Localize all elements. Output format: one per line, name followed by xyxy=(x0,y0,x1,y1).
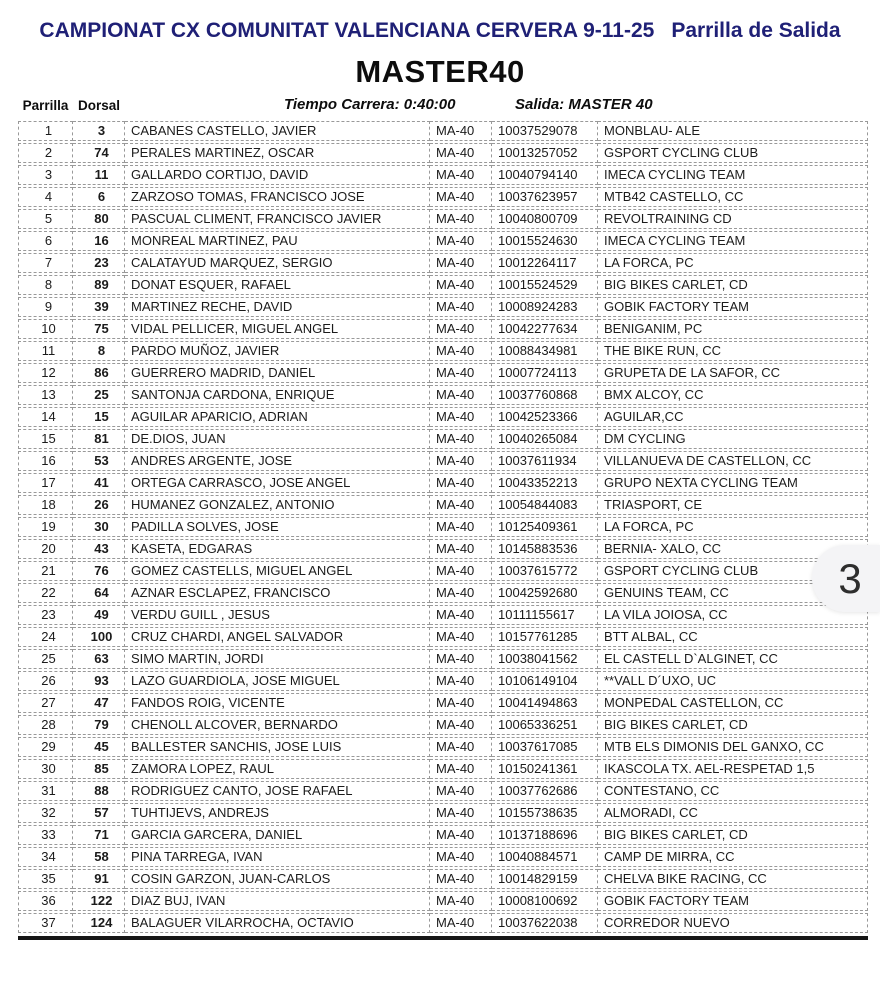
cell-dorsal: 86 xyxy=(73,363,125,383)
cell-category: MA-40 xyxy=(430,121,492,141)
cell-category: MA-40 xyxy=(430,363,492,383)
cell-parrilla: 37 xyxy=(18,913,73,933)
page-number-badge[interactable] xyxy=(812,545,880,612)
cell-parrilla: 24 xyxy=(18,627,73,647)
cell-parrilla: 6 xyxy=(18,231,73,251)
cell-dorsal: 6 xyxy=(73,187,125,207)
cell-name: DE.DIOS, JUAN xyxy=(125,429,430,449)
race-time-label: Tiempo Carrera: 0:40:00 xyxy=(284,96,456,113)
table-row xyxy=(18,121,868,141)
cell-parrilla: 5 xyxy=(18,209,73,229)
cell-parrilla: 15 xyxy=(18,429,73,449)
cell-license: 10155738635 xyxy=(492,803,598,823)
document-title xyxy=(0,0,880,43)
cell-license: 10037615772 xyxy=(492,561,598,581)
table-row xyxy=(18,231,868,251)
cell-license: 10088434981 xyxy=(492,341,598,361)
table-row xyxy=(18,253,868,273)
cell-dorsal: 124 xyxy=(73,913,125,933)
cell-parrilla: 35 xyxy=(18,869,73,889)
cell-name: GARCIA GARCERA, DANIEL xyxy=(125,825,430,845)
cell-name: PINA TARREGA, IVAN xyxy=(125,847,430,867)
cell-category: MA-40 xyxy=(430,539,492,559)
cell-name: MARTINEZ RECHE, DAVID xyxy=(125,297,430,317)
cell-license: 10037762686 xyxy=(492,781,598,801)
table-row xyxy=(18,649,868,669)
cell-name: CALATAYUD MARQUEZ, SERGIO xyxy=(125,253,430,273)
cell-category: MA-40 xyxy=(430,825,492,845)
table-row xyxy=(18,517,868,537)
cell-team: BIG BIKES CARLET, CD xyxy=(598,715,868,735)
cell-license: 10042277634 xyxy=(492,319,598,339)
cell-name: VIDAL PELLICER, MIGUEL ANGEL xyxy=(125,319,430,339)
cell-license: 10040800709 xyxy=(492,209,598,229)
cell-parrilla: 36 xyxy=(18,891,73,911)
category-title: MASTER40 xyxy=(355,54,525,89)
cell-license: 10040794140 xyxy=(492,165,598,185)
cell-dorsal: 49 xyxy=(73,605,125,625)
cell-team: MTB42 CASTELLO, CC xyxy=(598,187,868,207)
cell-name: BALLESTER SANCHIS, JOSE LUIS xyxy=(125,737,430,757)
cell-parrilla: 28 xyxy=(18,715,73,735)
table-row xyxy=(18,429,868,449)
cell-license: 10015524529 xyxy=(492,275,598,295)
table-row xyxy=(18,473,868,493)
cell-team: IKASCOLA TX. AEL-RESPETAD 1,5 xyxy=(598,759,868,779)
cell-license: 10137188696 xyxy=(492,825,598,845)
table-row xyxy=(18,385,868,405)
cell-category: MA-40 xyxy=(430,561,492,581)
cell-name: DONAT ESQUER, RAFAEL xyxy=(125,275,430,295)
table-row xyxy=(18,605,868,625)
cell-dorsal: 8 xyxy=(73,341,125,361)
cell-license: 10043352213 xyxy=(492,473,598,493)
cell-license: 10042523366 xyxy=(492,407,598,427)
cell-category: MA-40 xyxy=(430,341,492,361)
cell-category: MA-40 xyxy=(430,275,492,295)
table-row xyxy=(18,737,868,757)
cell-category: MA-40 xyxy=(430,737,492,757)
cell-team: GENUINS TEAM, CC xyxy=(598,583,868,603)
cell-parrilla: 8 xyxy=(18,275,73,295)
cell-team: TRIASPORT, CE xyxy=(598,495,868,515)
cell-dorsal: 80 xyxy=(73,209,125,229)
cell-license: 10106149104 xyxy=(492,671,598,691)
table-row xyxy=(18,869,868,889)
cell-license: 10157761285 xyxy=(492,627,598,647)
cell-dorsal: 71 xyxy=(73,825,125,845)
cell-license: 10145883536 xyxy=(492,539,598,559)
cell-license: 10042592680 xyxy=(492,583,598,603)
cell-team: GSPORT CYCLING CLUB xyxy=(598,143,868,163)
cell-license: 10008924283 xyxy=(492,297,598,317)
start-grid-table xyxy=(18,119,868,935)
cell-name: SANTONJA CARDONA, ENRIQUE xyxy=(125,385,430,405)
cell-category: MA-40 xyxy=(430,495,492,515)
cell-dorsal: 64 xyxy=(73,583,125,603)
cell-name: ANDRES ARGENTE, JOSE xyxy=(125,451,430,471)
cell-category: MA-40 xyxy=(430,473,492,493)
table-row xyxy=(18,363,868,383)
cell-category: MA-40 xyxy=(430,781,492,801)
cell-dorsal: 53 xyxy=(73,451,125,471)
cell-team: GOBIK FACTORY TEAM xyxy=(598,297,868,317)
cell-dorsal: 3 xyxy=(73,121,125,141)
cell-name: VERDU GUILL , JESUS xyxy=(125,605,430,625)
cell-category: MA-40 xyxy=(430,187,492,207)
cell-category: MA-40 xyxy=(430,605,492,625)
cell-dorsal: 39 xyxy=(73,297,125,317)
cell-name: GALLARDO CORTIJO, DAVID xyxy=(125,165,430,185)
cell-team: GRUPO NEXTA CYCLING TEAM xyxy=(598,473,868,493)
cell-license: 10037617085 xyxy=(492,737,598,757)
cell-dorsal: 89 xyxy=(73,275,125,295)
cell-license: 10037611934 xyxy=(492,451,598,471)
table-row xyxy=(18,275,868,295)
table-row xyxy=(18,671,868,691)
cell-parrilla: 9 xyxy=(18,297,73,317)
cell-dorsal: 74 xyxy=(73,143,125,163)
cell-parrilla: 13 xyxy=(18,385,73,405)
cell-name: PERALES MARTINEZ, OSCAR xyxy=(125,143,430,163)
cell-category: MA-40 xyxy=(430,517,492,537)
cell-team: LA FORCA, PC xyxy=(598,517,868,537)
table-row xyxy=(18,539,868,559)
cell-team: BIG BIKES CARLET, CD xyxy=(598,825,868,845)
cell-parrilla: 3 xyxy=(18,165,73,185)
cell-parrilla: 31 xyxy=(18,781,73,801)
cell-parrilla: 14 xyxy=(18,407,73,427)
column-header-parrilla: Parrilla xyxy=(22,98,69,113)
cell-team: DM CYCLING xyxy=(598,429,868,449)
cell-dorsal: 81 xyxy=(73,429,125,449)
cell-parrilla: 2 xyxy=(18,143,73,163)
cell-team: IMECA CYCLING TEAM xyxy=(598,231,868,251)
cell-dorsal: 41 xyxy=(73,473,125,493)
table-bottom-rule xyxy=(18,936,868,940)
cell-team: MTB ELS DIMONIS DEL GANXO, CC xyxy=(598,737,868,757)
page-number: 3 xyxy=(838,554,862,602)
cell-dorsal: 93 xyxy=(73,671,125,691)
cell-team: IMECA CYCLING TEAM xyxy=(598,165,868,185)
cell-license: 10065336251 xyxy=(492,715,598,735)
cell-parrilla: 32 xyxy=(18,803,73,823)
cell-dorsal: 43 xyxy=(73,539,125,559)
table-row xyxy=(18,297,868,317)
cell-name: RODRIGUEZ CANTO, JOSE RAFAEL xyxy=(125,781,430,801)
cell-team: GRUPETA DE LA SAFOR, CC xyxy=(598,363,868,383)
table-row xyxy=(18,913,868,933)
cell-category: MA-40 xyxy=(430,429,492,449)
cell-dorsal: 63 xyxy=(73,649,125,669)
table-row xyxy=(18,143,868,163)
cell-team: REVOLTRAINING CD xyxy=(598,209,868,229)
cell-category: MA-40 xyxy=(430,209,492,229)
cell-license: 10037622038 xyxy=(492,913,598,933)
cell-category: MA-40 xyxy=(430,385,492,405)
cell-dorsal: 15 xyxy=(73,407,125,427)
cell-parrilla: 1 xyxy=(18,121,73,141)
cell-dorsal: 57 xyxy=(73,803,125,823)
cell-name: PARDO MUÑOZ, JAVIER xyxy=(125,341,430,361)
cell-category: MA-40 xyxy=(430,847,492,867)
cell-team: CONTESTANO, CC xyxy=(598,781,868,801)
cell-name: MONREAL MARTINEZ, PAU xyxy=(125,231,430,251)
cell-license: 10037529078 xyxy=(492,121,598,141)
cell-dorsal: 11 xyxy=(73,165,125,185)
cell-dorsal: 100 xyxy=(73,627,125,647)
cell-name: PASCUAL CLIMENT, FRANCISCO JAVIER xyxy=(125,209,430,229)
table-row xyxy=(18,209,868,229)
cell-category: MA-40 xyxy=(430,627,492,647)
cell-name: CHENOLL ALCOVER, BERNARDO xyxy=(125,715,430,735)
cell-parrilla: 33 xyxy=(18,825,73,845)
cell-name: KASETA, EDGARAS xyxy=(125,539,430,559)
cell-team: ALMORADI, CC xyxy=(598,803,868,823)
cell-category: MA-40 xyxy=(430,319,492,339)
cell-license: 10040265084 xyxy=(492,429,598,449)
cell-parrilla: 26 xyxy=(18,671,73,691)
cell-name: ZARZOSO TOMAS, FRANCISCO JOSE xyxy=(125,187,430,207)
cell-dorsal: 79 xyxy=(73,715,125,735)
table-header-row xyxy=(0,93,880,119)
cell-license: 10111155617 xyxy=(492,605,598,625)
cell-category: MA-40 xyxy=(430,715,492,735)
cell-license: 10150241361 xyxy=(492,759,598,779)
cell-category: MA-40 xyxy=(430,451,492,471)
table-row xyxy=(18,891,868,911)
cell-team: BENIGANIM, PC xyxy=(598,319,868,339)
cell-license: 10125409361 xyxy=(492,517,598,537)
cell-parrilla: 20 xyxy=(18,539,73,559)
start-group-label: Salida: MASTER 40 xyxy=(515,96,653,113)
cell-parrilla: 18 xyxy=(18,495,73,515)
cell-parrilla: 10 xyxy=(18,319,73,339)
cell-name: LAZO GUARDIOLA, JOSE MIGUEL xyxy=(125,671,430,691)
table-row xyxy=(18,825,868,845)
cell-team: CORREDOR NUEVO xyxy=(598,913,868,933)
cell-license: 10012264117 xyxy=(492,253,598,273)
cell-team: MONPEDAL CASTELLON, CC xyxy=(598,693,868,713)
cell-name: DIAZ BUJ, IVAN xyxy=(125,891,430,911)
cell-dorsal: 23 xyxy=(73,253,125,273)
cell-name: FANDOS ROIG, VICENTE xyxy=(125,693,430,713)
table-row xyxy=(18,693,868,713)
cell-team: VILLANUEVA DE CASTELLON, CC xyxy=(598,451,868,471)
cell-team: CHELVA BIKE RACING, CC xyxy=(598,869,868,889)
cell-dorsal: 47 xyxy=(73,693,125,713)
table-row xyxy=(18,803,868,823)
cell-dorsal: 76 xyxy=(73,561,125,581)
cell-dorsal: 25 xyxy=(73,385,125,405)
column-header-dorsal: Dorsal xyxy=(77,98,121,113)
cell-parrilla: 17 xyxy=(18,473,73,493)
cell-dorsal: 16 xyxy=(73,231,125,251)
cell-category: MA-40 xyxy=(430,253,492,273)
cell-dorsal: 45 xyxy=(73,737,125,757)
table-row xyxy=(18,583,868,603)
cell-name: ZAMORA LOPEZ, RAUL xyxy=(125,759,430,779)
cell-parrilla: 7 xyxy=(18,253,73,273)
table-row xyxy=(18,407,868,427)
document-subtitle: Parrilla de Salida xyxy=(671,19,841,42)
cell-parrilla: 27 xyxy=(18,693,73,713)
cell-license: 10015524630 xyxy=(492,231,598,251)
table-row xyxy=(18,627,868,647)
cell-name: SIMO MARTIN, JORDI xyxy=(125,649,430,669)
cell-parrilla: 16 xyxy=(18,451,73,471)
cell-category: MA-40 xyxy=(430,407,492,427)
cell-name: CRUZ CHARDI, ANGEL SALVADOR xyxy=(125,627,430,647)
cell-team: BMX ALCOY, CC xyxy=(598,385,868,405)
cell-parrilla: 11 xyxy=(18,341,73,361)
table-row xyxy=(18,187,868,207)
cell-name: AZNAR ESCLAPEZ, FRANCISCO xyxy=(125,583,430,603)
cell-category: MA-40 xyxy=(430,649,492,669)
cell-team: THE BIKE RUN, CC xyxy=(598,341,868,361)
cell-license: 10041494863 xyxy=(492,693,598,713)
cell-team: LA FORCA, PC xyxy=(598,253,868,273)
cell-team: LA VILA JOIOSA, CC xyxy=(598,605,868,625)
cell-name: COSIN GARZON, JUAN-CARLOS xyxy=(125,869,430,889)
cell-parrilla: 19 xyxy=(18,517,73,537)
cell-parrilla: 29 xyxy=(18,737,73,757)
table-row xyxy=(18,759,868,779)
cell-dorsal: 122 xyxy=(73,891,125,911)
cell-parrilla: 21 xyxy=(18,561,73,581)
cell-name: PADILLA SOLVES, JOSE xyxy=(125,517,430,537)
cell-category: MA-40 xyxy=(430,759,492,779)
cell-name: ORTEGA CARRASCO, JOSE ANGEL xyxy=(125,473,430,493)
table-row xyxy=(18,847,868,867)
cell-parrilla: 34 xyxy=(18,847,73,867)
cell-dorsal: 58 xyxy=(73,847,125,867)
cell-license: 10037760868 xyxy=(492,385,598,405)
cell-name: AGUILAR APARICIO, ADRIAN xyxy=(125,407,430,427)
cell-team: BIG BIKES CARLET, CD xyxy=(598,275,868,295)
cell-license: 10014829159 xyxy=(492,869,598,889)
table-row xyxy=(18,165,868,185)
table-row xyxy=(18,319,868,339)
cell-category: MA-40 xyxy=(430,891,492,911)
cell-team: **VALL D´UXO, UC xyxy=(598,671,868,691)
cell-category: MA-40 xyxy=(430,913,492,933)
cell-category: MA-40 xyxy=(430,693,492,713)
cell-dorsal: 30 xyxy=(73,517,125,537)
cell-dorsal: 75 xyxy=(73,319,125,339)
cell-parrilla: 30 xyxy=(18,759,73,779)
cell-license: 10040884571 xyxy=(492,847,598,867)
cell-name: GUERRERO MADRID, DANIEL xyxy=(125,363,430,383)
cell-parrilla: 23 xyxy=(18,605,73,625)
cell-category: MA-40 xyxy=(430,297,492,317)
cell-dorsal: 88 xyxy=(73,781,125,801)
cell-license: 10007724113 xyxy=(492,363,598,383)
table-row xyxy=(18,561,868,581)
cell-category: MA-40 xyxy=(430,143,492,163)
cell-dorsal: 85 xyxy=(73,759,125,779)
cell-parrilla: 12 xyxy=(18,363,73,383)
table-row xyxy=(18,781,868,801)
table-row xyxy=(18,495,868,515)
cell-category: MA-40 xyxy=(430,671,492,691)
cell-parrilla: 22 xyxy=(18,583,73,603)
cell-team: AGUILAR,CC xyxy=(598,407,868,427)
cell-team: CAMP DE MIRRA, CC xyxy=(598,847,868,867)
table-row xyxy=(18,715,868,735)
table-row xyxy=(18,341,868,361)
cell-name: CABANES CASTELLO, JAVIER xyxy=(125,121,430,141)
table-row xyxy=(18,451,868,471)
cell-team: GOBIK FACTORY TEAM xyxy=(598,891,868,911)
cell-dorsal: 26 xyxy=(73,495,125,515)
cell-team: EL CASTELL D`ALGINET, CC xyxy=(598,649,868,669)
cell-license: 10038041562 xyxy=(492,649,598,669)
cell-team: BTT ALBAL, CC xyxy=(598,627,868,647)
cell-category: MA-40 xyxy=(430,231,492,251)
cell-name: BALAGUER VILARROCHA, OCTAVIO xyxy=(125,913,430,933)
cell-parrilla: 4 xyxy=(18,187,73,207)
cell-name: TUHTIJEVS, ANDREJS xyxy=(125,803,430,823)
cell-license: 10013257052 xyxy=(492,143,598,163)
cell-team: GSPORT CYCLING CLUB xyxy=(598,561,868,581)
event-title: CAMPIONAT CX COMUNITAT VALENCIANA CERVERA 9-11-25 xyxy=(39,19,655,42)
cell-team: BERNIA- XALO, CC xyxy=(598,539,868,559)
cell-team: MONBLAU- ALE xyxy=(598,121,868,141)
cell-category: MA-40 xyxy=(430,869,492,889)
cell-dorsal: 91 xyxy=(73,869,125,889)
cell-name: GOMEZ CASTELLS, MIGUEL ANGEL xyxy=(125,561,430,581)
cell-category: MA-40 xyxy=(430,803,492,823)
cell-license: 10054844083 xyxy=(492,495,598,515)
cell-category: MA-40 xyxy=(430,583,492,603)
cell-name: HUMANEZ GONZALEZ, ANTONIO xyxy=(125,495,430,515)
cell-category: MA-40 xyxy=(430,165,492,185)
cell-license: 10037623957 xyxy=(492,187,598,207)
cell-license: 10008100692 xyxy=(492,891,598,911)
cell-parrilla: 25 xyxy=(18,649,73,669)
